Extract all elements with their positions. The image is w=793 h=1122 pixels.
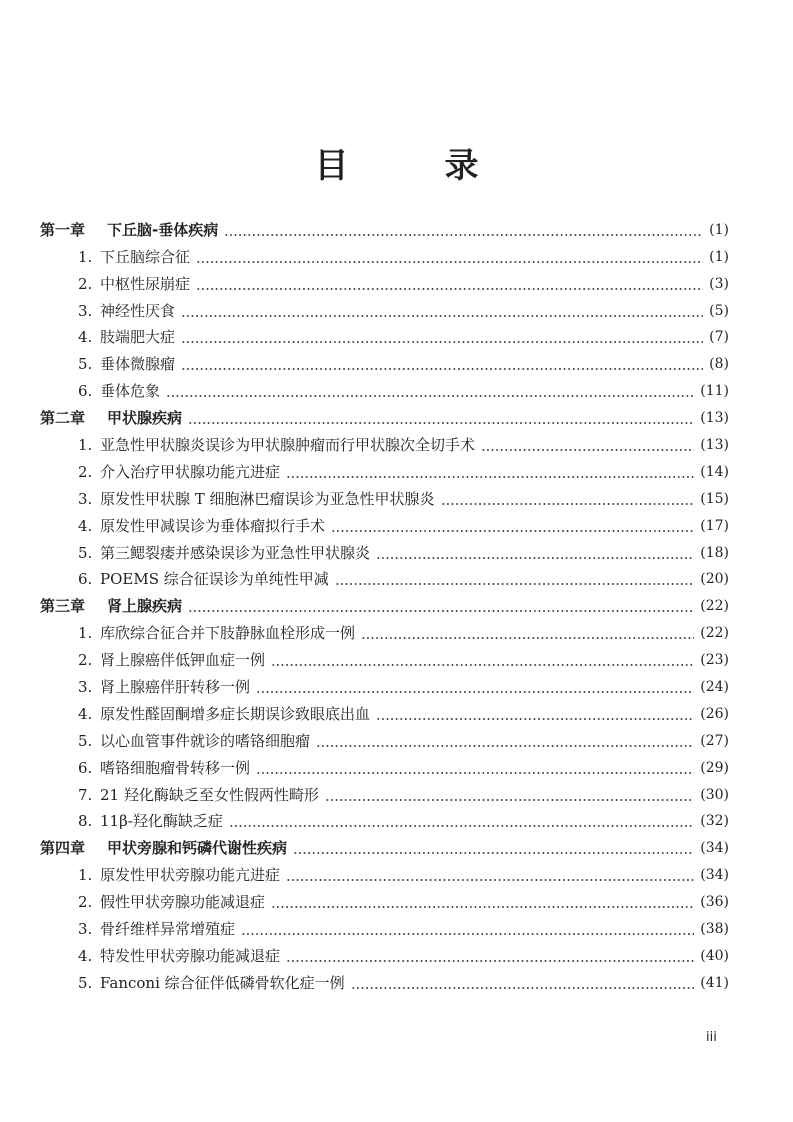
entry-title: 中枢性尿崩症: [100, 274, 191, 293]
page-ref: (41): [700, 974, 729, 991]
chapter-number: 第三章: [40, 597, 86, 616]
page-title: [0, 138, 793, 187]
entry-number: 5.: [78, 355, 93, 374]
entry-title: 11β-羟化酶缺乏症: [100, 812, 223, 831]
page-ref: (26): [700, 705, 729, 722]
entry-title: 原发性甲状腺 T 细胞淋巴瘤误诊为亚急性甲状腺炎: [100, 489, 435, 508]
dot-leader: [229, 811, 694, 831]
entry-number: 2.: [78, 651, 93, 670]
entry-number: 5.: [78, 973, 93, 992]
toc-chapter-row[interactable]: [40, 401, 729, 428]
dot-leader: [241, 919, 694, 939]
dot-leader: [441, 489, 695, 509]
toc-entry-row[interactable]: [40, 805, 729, 832]
title-char-1: 目: [314, 146, 349, 186]
entry-number: 3.: [78, 678, 93, 697]
toc-entry-row[interactable]: [40, 885, 729, 912]
dot-leader: [351, 973, 695, 993]
dot-leader: [335, 569, 695, 589]
dot-leader: [376, 543, 694, 563]
entry-number: 8.: [78, 812, 93, 831]
dot-leader: [331, 516, 694, 536]
toc-entry-row[interactable]: [40, 858, 729, 885]
toc-entry-row[interactable]: [40, 482, 729, 509]
page-number: iii: [706, 1030, 717, 1045]
toc-entry-row[interactable]: [40, 966, 729, 993]
toc-chapter-row[interactable]: [40, 831, 729, 858]
chapter-title: 下丘脑-垂体疾病: [107, 220, 219, 239]
page-ref: (23): [700, 652, 729, 669]
page-ref: (11): [700, 383, 729, 400]
toc-entry-row[interactable]: [40, 643, 729, 670]
entry-number: 3.: [78, 301, 93, 320]
dot-leader: [196, 274, 703, 294]
entry-number: 2.: [78, 893, 93, 912]
toc-entry-row[interactable]: [40, 428, 729, 455]
page-ref: (30): [700, 786, 729, 803]
dot-leader: [256, 677, 694, 697]
entry-title: 库欣综合征合并下肢静脉血栓形成一例: [100, 624, 356, 643]
entry-title: 下丘脑综合征: [100, 247, 191, 266]
dot-leader: [293, 838, 694, 858]
dot-leader: [188, 408, 694, 428]
entry-number: 4.: [78, 704, 93, 723]
entry-title: 介入治疗甲状腺功能亢进症: [100, 462, 281, 481]
dot-leader: [196, 247, 703, 267]
page-ref: (40): [700, 947, 729, 964]
entry-number: 3.: [78, 920, 93, 939]
entry-number: 1.: [78, 436, 93, 455]
page-ref: (24): [700, 679, 729, 696]
table-of-contents: [40, 213, 729, 993]
entry-title: 垂体微腺瘤: [100, 355, 176, 374]
entry-title: 第三鳃裂瘘并感染误诊为亚急性甲状腺炎: [100, 543, 371, 562]
entry-number: 4.: [78, 328, 93, 347]
entry-number: 5.: [78, 543, 93, 562]
entry-title: 嗜铬细胞瘤骨转移一例: [100, 758, 251, 777]
dot-leader: [286, 946, 694, 966]
page-ref: (13): [700, 410, 729, 427]
page-ref: (38): [700, 921, 729, 938]
toc-entry-row[interactable]: [40, 616, 729, 643]
page-ref: (14): [700, 463, 729, 480]
toc-chapter-row[interactable]: [40, 589, 729, 616]
page-ref: (15): [700, 490, 729, 507]
entry-number: 2.: [78, 462, 93, 481]
dot-leader: [181, 354, 703, 374]
entry-number: 7.: [78, 785, 93, 804]
entry-number: 3.: [78, 489, 93, 508]
dot-leader: [181, 301, 703, 321]
entry-number: 1.: [78, 624, 93, 643]
toc-entry-row[interactable]: [40, 240, 729, 267]
chapter-number: 第四章: [40, 839, 86, 858]
toc-entry-row[interactable]: [40, 536, 729, 563]
page-ref: (22): [700, 598, 729, 615]
toc-entry-row[interactable]: [40, 563, 729, 590]
entry-title: 骨纤维样异常增殖症: [100, 920, 236, 939]
entry-title: 原发性甲减误诊为垂体瘤拟行手术: [100, 516, 326, 535]
entry-number: 4.: [78, 946, 93, 965]
toc-entry-row[interactable]: [40, 455, 729, 482]
page-ref: (8): [709, 356, 729, 373]
chapter-number: 第二章: [40, 409, 86, 428]
dot-leader: [256, 758, 694, 778]
page-ref: (27): [700, 732, 729, 749]
toc-entry-row[interactable]: [40, 724, 729, 751]
chapter-number: 第一章: [40, 220, 86, 239]
entry-number: 6.: [78, 570, 93, 589]
toc-entry-row[interactable]: [40, 912, 729, 939]
entry-number: 1.: [78, 866, 93, 885]
page-ref: (1): [709, 248, 729, 265]
page-ref: (7): [709, 329, 729, 346]
dot-leader: [224, 220, 703, 240]
entry-title: 肾上腺癌伴肝转移一例: [100, 678, 251, 697]
entry-title: 特发性甲状旁腺功能减退症: [100, 946, 281, 965]
entry-title: 以心血管事件就诊的嗜铬细胞瘤: [100, 731, 311, 750]
dot-leader: [166, 381, 694, 401]
dot-leader: [286, 865, 694, 885]
chapter-title: 甲状旁腺和钙磷代谢性疾病: [107, 839, 288, 858]
page-ref: (36): [700, 894, 729, 911]
dot-leader: [325, 785, 694, 805]
toc-entry-row[interactable]: [40, 374, 729, 401]
dot-leader: [316, 731, 694, 751]
page-ref: (34): [700, 867, 729, 884]
dot-leader: [271, 892, 694, 912]
dot-leader: [361, 623, 694, 643]
toc-entry-row[interactable]: [40, 267, 729, 294]
toc-entry-row[interactable]: [40, 294, 729, 321]
page-ref: (22): [700, 625, 729, 642]
chapter-title: 甲状腺疾病: [107, 409, 183, 428]
title-char-2: 录: [444, 146, 479, 186]
toc-entry-row[interactable]: [40, 751, 729, 778]
entry-title: 肾上腺癌伴低钾血症一例: [100, 651, 266, 670]
page-ref: (5): [709, 302, 729, 319]
toc-entry-row[interactable]: [40, 939, 729, 966]
dot-leader: [286, 462, 694, 482]
dot-leader: [271, 650, 694, 670]
entry-title: 肢端肥大症: [100, 328, 176, 347]
entry-number: 4.: [78, 516, 93, 535]
dot-leader: [376, 704, 694, 724]
dot-leader: [188, 596, 694, 616]
entry-number: 6.: [78, 382, 93, 401]
entry-number: 6.: [78, 758, 93, 777]
page-ref: (3): [709, 275, 729, 292]
toc-entry-row[interactable]: [40, 509, 729, 536]
entry-title: 原发性醛固酮增多症长期误诊致眼底出血: [100, 704, 371, 723]
toc-entry-row[interactable]: [40, 670, 729, 697]
page-ref: (17): [700, 517, 729, 534]
toc-entry-row[interactable]: [40, 778, 729, 805]
entry-title: 亚急性甲状腺炎误诊为甲状腺肿瘤而行甲状腺次全切手术: [100, 436, 476, 455]
dot-leader: [181, 327, 703, 347]
toc-entry-row[interactable]: [40, 321, 729, 348]
page-ref: (29): [700, 759, 729, 776]
toc-chapter-row[interactable]: [40, 213, 729, 240]
toc-entry-row[interactable]: [40, 697, 729, 724]
entry-title: 神经性厌食: [100, 301, 176, 320]
entry-title: 21 羟化酶缺乏至女性假两性畸形: [100, 785, 319, 804]
entry-title: POEMS 综合征误诊为单纯性甲减: [100, 570, 329, 589]
page-ref: (20): [700, 571, 729, 588]
entry-title: 假性甲状旁腺功能减退症: [100, 893, 266, 912]
dot-leader: [481, 435, 694, 455]
page-ref: (13): [700, 437, 729, 454]
page-ref: (18): [700, 544, 729, 561]
entry-number: 1.: [78, 247, 93, 266]
entry-number: 2.: [78, 274, 93, 293]
entry-title: Fanconi 综合征伴低磷骨软化症一例: [100, 973, 345, 992]
toc-entry-row[interactable]: [40, 347, 729, 374]
page-ref: (34): [700, 840, 729, 857]
entry-number: 5.: [78, 731, 93, 750]
page-ref: (32): [700, 813, 729, 830]
entry-title: 原发性甲状旁腺功能亢进症: [100, 866, 281, 885]
chapter-title: 肾上腺疾病: [107, 597, 183, 616]
entry-title: 垂体危象: [100, 382, 161, 401]
page-ref: (1): [709, 221, 729, 238]
